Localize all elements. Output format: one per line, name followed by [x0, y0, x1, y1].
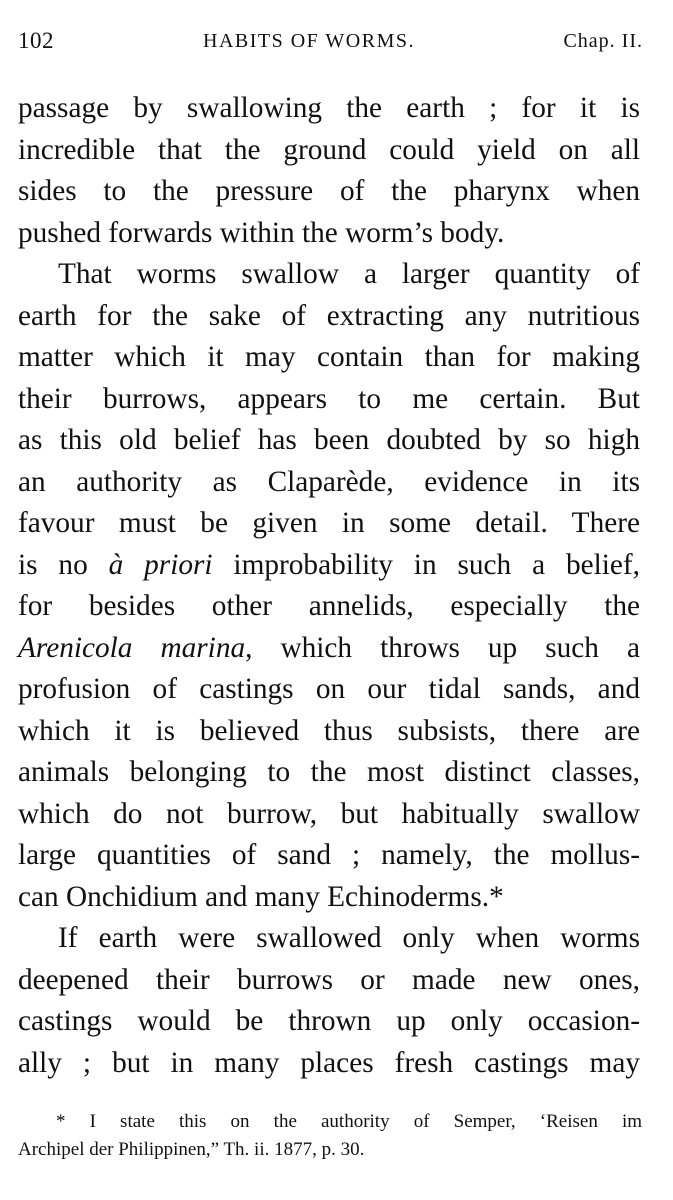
text-line: for besides other annelids, especially the [18, 590, 640, 622]
footnote [18, 1108, 642, 1164]
text-line: favour must be given in some detail. There [18, 507, 640, 539]
text-line: pushed forwards within the worm’s body. [18, 216, 505, 249]
text-line [18, 545, 640, 587]
text-line: castings would be thrown up only occasion- [18, 1005, 640, 1037]
text-line: their burrows, appears to me certain. But [18, 382, 640, 415]
text-fragment: , which throws up such a [245, 631, 640, 664]
text-line: profusion of castings on our tidal sands, and [18, 673, 640, 705]
running-header [18, 28, 643, 60]
footnote-line: * I state this on the authority of Semper, ‘Reisen im [56, 1111, 642, 1132]
text-line: which it is believed thus subsists, there are [18, 714, 640, 747]
text-line: If earth were swallowed only when worms [58, 922, 640, 954]
text-line: That worms swallow a larger quantity of [58, 258, 640, 290]
text-line: large quantities of sand ; namely, the mollus- [18, 839, 640, 871]
text-line: ally ; but in many places fresh castings may [18, 1046, 640, 1079]
text-line: can Onchidium and many Echinoderms.* [18, 880, 504, 913]
italic-phrase: à priori [108, 548, 213, 581]
footnote-line: Archipel der Philippinen,” Th. ii. 1877, p. 30. [18, 1139, 365, 1160]
chapter-label: Chap. II. [563, 30, 643, 52]
text-line: incredible that the ground could yield on all [18, 133, 640, 166]
italic-species-name: Arenicola marina [18, 631, 246, 664]
running-title: HABITS OF WORMS. [203, 30, 415, 52]
text-line: passage by swallowing the earth ; for it is [18, 92, 640, 124]
page-number: 102 [18, 28, 54, 53]
text-line: earth for the sake of extracting any nutritious [18, 299, 640, 332]
text-line: an authority as Claparède, evidence in its [18, 465, 640, 498]
text-line: which do not burrow, but habitually swallow [18, 797, 640, 830]
text-line: sides to the pressure of the pharynx when [18, 175, 640, 207]
text-line: deepened their burrows or made new ones, [18, 963, 640, 996]
text-line: animals belonging to the most distinct classes, [18, 756, 640, 788]
text-line: matter which it may contain than for making [18, 341, 640, 373]
text-line: as this old belief has been doubted by so high [18, 424, 640, 456]
text-fragment: improbability in such a belief, [212, 548, 640, 581]
text-line [18, 628, 640, 670]
body-text [18, 88, 640, 1084]
text-fragment: is no [18, 548, 109, 581]
